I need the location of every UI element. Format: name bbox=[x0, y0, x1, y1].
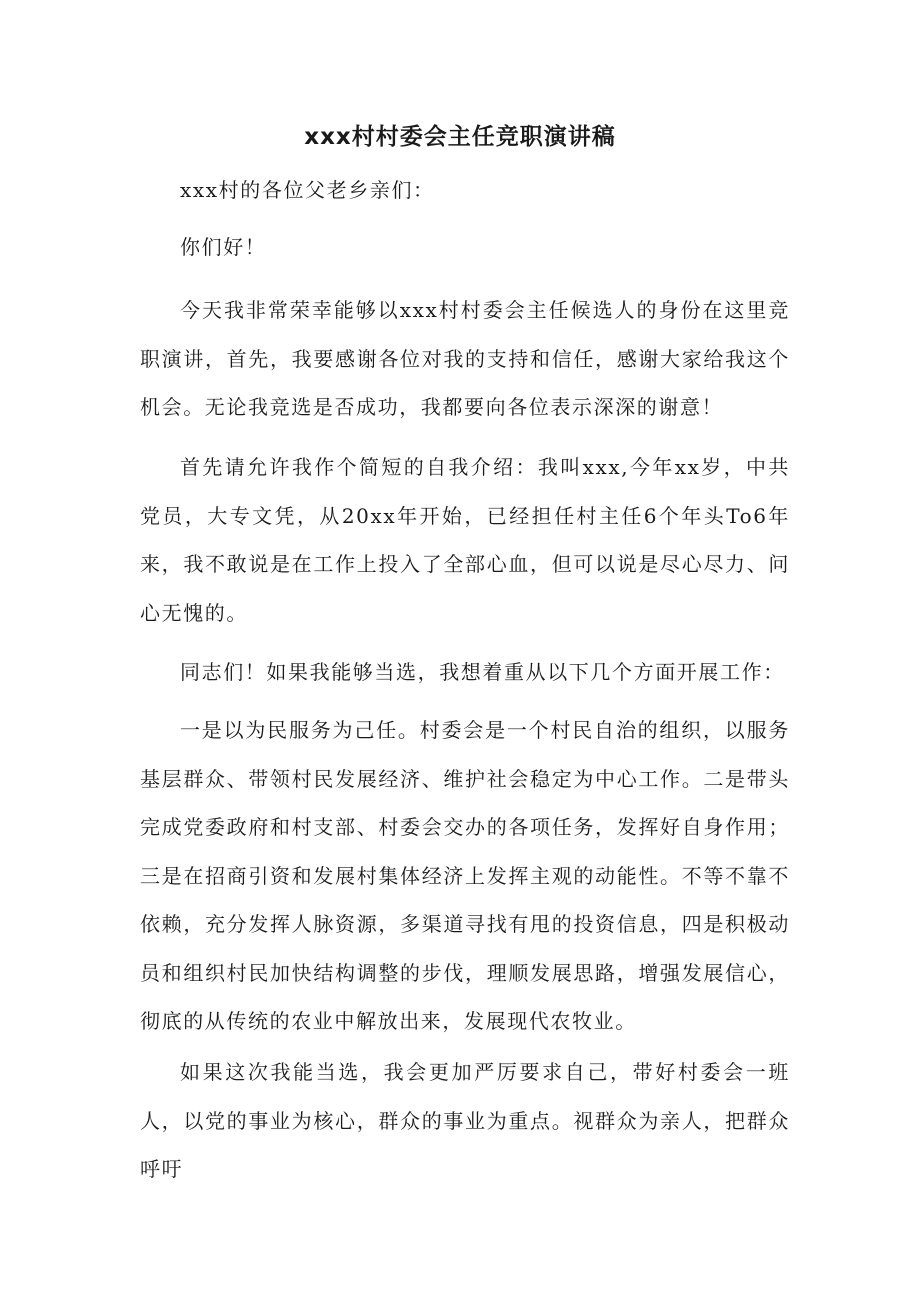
paragraph-commitment: 如果这次我能当选，我会更加严厉要求自己，带好村委会一班人，以党的事业为核心，群众的事业为重点。视群众为亲人，把群众呼吁 bbox=[140, 1060, 790, 1181]
document-title: xxx村村委会主任竞职演讲稿 bbox=[304, 124, 616, 150]
paragraph-work-plan-details: 一是以为民服务为己任。村委会是一个村民自治的组织，以服务基层群众、带领村民发展经济、维护社会稳定为中心工作。二是带头完成党委政府和村支部、村委会交办的各项任务，发挥好自身作用；三是在招商引资和发展村集体经济上发挥主观的动能性。不等不靠不依赖，充分发挥人脉资源，多渠道寻找有甩的投资信息，四是积极动员和组织村民加快结构调整的步伐，理顺发展思路，增强发展信心，彻底的从传统的农业中解放出来，发展现代农牧业。 bbox=[140, 718, 790, 1033]
paragraph-intro-thanks: 今天我非常荣幸能够以xxx村村委会主任候选人的身份在这里竞职演讲，首先，我要感谢各位对我的支持和信任，感谢大家给我这个机会。无论我竞选是否成功，我都要向各位表示深深的谢意！ bbox=[140, 298, 790, 419]
paragraph-work-plan-lead: 同志们！如果我能够当选，我想着重从以下几个方面开展工作： bbox=[180, 660, 785, 684]
paragraph-self-introduction: 首先请允许我作个简短的自我介绍：我叫xxx,今年xx岁，中共党员，大专文凭，从20xx年开始，已经担任村主任6个年头To6年来，我不敢说是在工作上投入了全部心血，但可以说是尽心尽力、问心无愧的。 bbox=[140, 455, 790, 625]
greeting: 你们好！ bbox=[180, 235, 267, 259]
salutation: xxx村的各位父老乡亲们： bbox=[180, 178, 435, 202]
